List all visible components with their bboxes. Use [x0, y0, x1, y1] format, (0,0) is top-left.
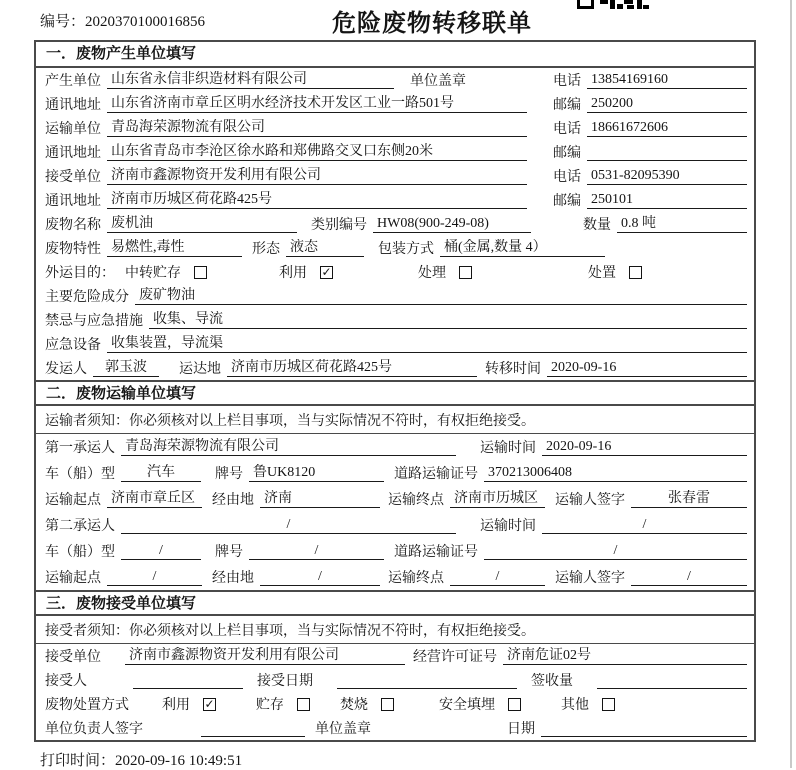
waste-category-label: 类别编号	[311, 218, 367, 233]
route2-end-label: 运输终点	[388, 571, 444, 586]
second-carrier-label: 第二承运人	[45, 519, 115, 534]
consignor-label: 发运人	[45, 362, 87, 377]
emergency-equipment-label: 应急设备	[45, 338, 101, 353]
waste-form-label: 形态	[252, 242, 280, 257]
destination-label: 运达地	[179, 362, 221, 377]
route2-via-value: /	[260, 568, 380, 586]
received-quantity-label: 签收量	[531, 674, 573, 689]
producer-address-value: 山东省济南市章丘区明水经济技术开发区工业一路501号	[107, 95, 527, 113]
purpose-utilize-checkbox: ✓	[321, 264, 332, 279]
second-carrier-value: /	[121, 516, 456, 534]
acceptor-row	[36, 668, 754, 692]
route-origin-label: 运输起点	[45, 493, 101, 508]
first-carrier-label: 第一承运人	[45, 441, 115, 456]
accepting-unit-value: 济南市鑫源物资开发利用有限公司	[125, 647, 405, 665]
disposal-other-checkbox	[602, 698, 615, 711]
vehicle-type-value: 汽车	[121, 464, 201, 482]
producer-address-row	[36, 92, 754, 116]
hazard-component-value: 废矿物油	[135, 287, 747, 305]
road-permit-label: 道路运输证号	[394, 467, 478, 482]
packing-method-label: 包装方式	[378, 242, 434, 257]
purpose-treat-label: 处理	[418, 266, 446, 281]
disposal-landfill-label: 安全填埋	[439, 698, 495, 713]
transporter-unit-row	[36, 116, 754, 140]
route-via-label: 经由地	[212, 493, 254, 508]
received-quantity-value	[597, 671, 747, 689]
disposal-other-label: 其他	[561, 698, 589, 713]
disposal-method-label: 废物处置方式	[45, 698, 129, 713]
print-time	[40, 749, 242, 770]
producer-phone-value: 13854169160	[587, 71, 747, 89]
producer-phone-label: 电话	[553, 74, 581, 89]
carrier2-signature-value: /	[631, 568, 747, 586]
page-edge-divider	[790, 0, 792, 768]
emergency-measures-value: 收集、导流	[149, 311, 747, 329]
responsible-signature-value	[201, 719, 305, 737]
road-permit2-value: /	[484, 542, 747, 560]
business-license-value: 济南危证02号	[503, 647, 747, 665]
route2-origin-value: /	[107, 568, 202, 586]
plate-number2-value: /	[249, 542, 384, 560]
waste-category-value: HW08(900-249-08)	[373, 215, 531, 233]
responsible-signature-label: 单位负责人签字	[45, 722, 143, 737]
disposal-storage-checkbox	[297, 698, 310, 711]
date-value	[541, 719, 747, 737]
acceptor-value	[133, 671, 243, 689]
accept-date-label: 接受日期	[257, 674, 313, 689]
company-seal-label: 单位盖章	[410, 74, 466, 89]
producer-unit-row	[36, 68, 754, 92]
receiver-phone-value: 0531-82095390	[587, 167, 747, 185]
receiver-phone-label: 电话	[553, 170, 581, 185]
transporter-zip-label: 邮编	[553, 146, 581, 161]
document-number	[40, 10, 205, 31]
second-carrier-row	[36, 512, 754, 538]
consignor-row	[36, 356, 754, 380]
date-label: 日期	[507, 722, 535, 737]
waste-quantity-label: 数量	[583, 218, 611, 233]
producer-zip-value: 250200	[587, 95, 747, 113]
disposal-utilize-checkbox: ✓	[204, 696, 215, 711]
producer-unit-label: 产生单位	[45, 74, 101, 89]
route-origin-value: 济南市章丘区	[107, 490, 202, 508]
disposal-landfill-checkbox	[508, 698, 521, 711]
carrier-signature-value: 张春雷	[631, 490, 747, 508]
accepting-unit-label: 接受单位	[45, 650, 101, 665]
receiver-unit-value: 济南市鑫源物资开发利用有限公司	[107, 167, 527, 185]
transporter-address-row	[36, 140, 754, 164]
disposal-incinerate-label: 焚烧	[340, 698, 368, 713]
plate-number-value: 鲁UK8120	[249, 464, 384, 482]
route-end-label: 运输终点	[388, 493, 444, 508]
plate-number2-label: 牌号	[215, 545, 243, 560]
emergency-measures-row	[36, 308, 754, 332]
qr-code-fragment	[577, 0, 649, 10]
transfer-date-value: 2020-09-16	[547, 359, 747, 377]
vehicle-type-label: 车（船）型	[45, 467, 115, 482]
transporter-unit-value: 青岛海荣源物流有限公司	[107, 119, 527, 137]
disposal-storage-label: 贮存	[256, 698, 284, 713]
transfer-purpose-row	[36, 260, 754, 284]
purpose-dispose-checkbox	[629, 266, 642, 279]
unit-seal-label: 单位盖章	[315, 722, 371, 737]
purpose-treat-checkbox	[459, 266, 472, 279]
producer-unit-value: 山东省永信非织造材料有限公司	[107, 71, 394, 89]
waste-name-row	[36, 212, 754, 236]
packing-method-value: 桶(金属,数量 4）	[440, 239, 605, 257]
emergency-measures-label: 禁忌与应急措施	[45, 314, 143, 329]
accepting-unit-row	[36, 644, 754, 668]
vehicle-type2-label: 车（船）型	[45, 545, 115, 560]
section1-header: 一．废物产生单位填写	[36, 42, 754, 68]
purpose-dispose-label: 处置	[588, 266, 616, 281]
waste-transfer-form	[34, 40, 756, 742]
plate-number-label: 牌号	[215, 467, 243, 482]
waste-character-label: 废物特性	[45, 242, 101, 257]
vehicle-type2-value: /	[121, 542, 201, 560]
acceptor-label: 接受人	[45, 674, 87, 689]
route2-row	[36, 564, 754, 590]
disposal-utilize-label: 利用	[162, 698, 190, 713]
waste-name-label: 废物名称	[45, 218, 101, 233]
purpose-storage-label: 中转贮存	[125, 266, 181, 281]
document-number-label: 编号：	[40, 14, 86, 30]
waste-form-value: 液态	[286, 239, 364, 257]
print-time-value: 2020-09-16 10:49:51	[115, 753, 243, 769]
carrier-signature-label: 运输人签字	[555, 493, 625, 508]
route2-via-label: 经由地	[212, 571, 254, 586]
first-carrier-row	[36, 434, 754, 460]
destination-value: 济南市历城区荷花路425号	[227, 359, 477, 377]
producer-zip-label: 邮编	[553, 98, 581, 113]
transporter-address-label: 通讯地址	[45, 146, 101, 161]
transporter-zip-value	[587, 143, 747, 161]
print-time-label: 打印时间：	[40, 753, 116, 769]
waste-character-row	[36, 236, 754, 260]
document-number-value: 2020370100016856	[85, 14, 206, 30]
section2-header: 二．废物运输单位填写	[36, 380, 754, 406]
purpose-utilize-label: 利用	[279, 266, 307, 281]
transfer-date-label: 转移时间	[485, 362, 541, 377]
transporter-unit-label: 运输单位	[45, 122, 101, 137]
transporter-address-value: 山东省青岛市李沧区徐水路和郑佛路交叉口东侧20米	[107, 143, 527, 161]
transporter-phone-label: 电话	[553, 122, 581, 137]
route2-end-value: /	[450, 568, 545, 586]
transfer-purpose-label: 外运目的：	[45, 266, 115, 281]
emergency-equipment-value: 收集装置，导流渠	[107, 335, 747, 353]
responsible-signature-row	[36, 716, 754, 740]
disposal-method-row	[36, 692, 754, 716]
waste-character-value: 易燃性,毒性	[107, 239, 242, 257]
section3-header: 三．废物接受单位填写	[36, 590, 754, 616]
receiver-zip-label: 邮编	[553, 194, 581, 209]
route2-origin-label: 运输起点	[45, 571, 101, 586]
vehicle-type2-row	[36, 538, 754, 564]
vehicle-type-row	[36, 460, 754, 486]
consignor-value: 郭玉波	[93, 359, 159, 377]
road-permit2-label: 道路运输证号	[394, 545, 478, 560]
route-end-value: 济南市历城区	[450, 490, 545, 508]
waste-quantity-value: 0.8 吨	[617, 215, 747, 233]
producer-address-label: 通讯地址	[45, 98, 101, 113]
road-permit-value: 370213006408	[484, 464, 747, 482]
first-carrier-value: 青岛海荣源物流有限公司	[121, 438, 456, 456]
receiver-address-value: 济南市历城区荷花路425号	[107, 191, 527, 209]
hazard-component-row	[36, 284, 754, 308]
transport-date2-label: 运输时间	[480, 519, 536, 534]
route-via-value: 济南	[260, 490, 380, 508]
hazard-component-label: 主要危险成分	[45, 290, 129, 305]
transport-date-value: 2020-09-16	[542, 438, 747, 456]
carrier2-signature-label: 运输人签字	[555, 571, 625, 586]
receiver-notice: 接受者须知：你必须核对以上栏目事项，当与实际情况不符时，有权拒绝接受。	[36, 616, 754, 644]
purpose-storage-checkbox	[194, 266, 207, 279]
transport-date2-value: /	[542, 516, 747, 534]
transport-date-label: 运输时间	[480, 441, 536, 456]
receiver-address-label: 通讯地址	[45, 194, 101, 209]
waste-name-value: 废机油	[107, 215, 297, 233]
route-row	[36, 486, 754, 512]
business-license-label: 经营许可证号	[413, 650, 497, 665]
transporter-notice: 运输者须知：你必须核对以上栏目事项，当与实际情况不符时，有权拒绝接受。	[36, 406, 754, 434]
page-title: 危险废物转移联单	[332, 10, 532, 37]
emergency-equipment-row	[36, 332, 754, 356]
transporter-phone-value: 18661672606	[587, 119, 747, 137]
disposal-incinerate-checkbox	[381, 698, 394, 711]
receiver-unit-label: 接受单位	[45, 170, 101, 185]
receiver-unit-row	[36, 164, 754, 188]
receiver-zip-value: 250101	[587, 191, 747, 209]
receiver-address-row	[36, 188, 754, 212]
accept-date-value	[337, 671, 517, 689]
